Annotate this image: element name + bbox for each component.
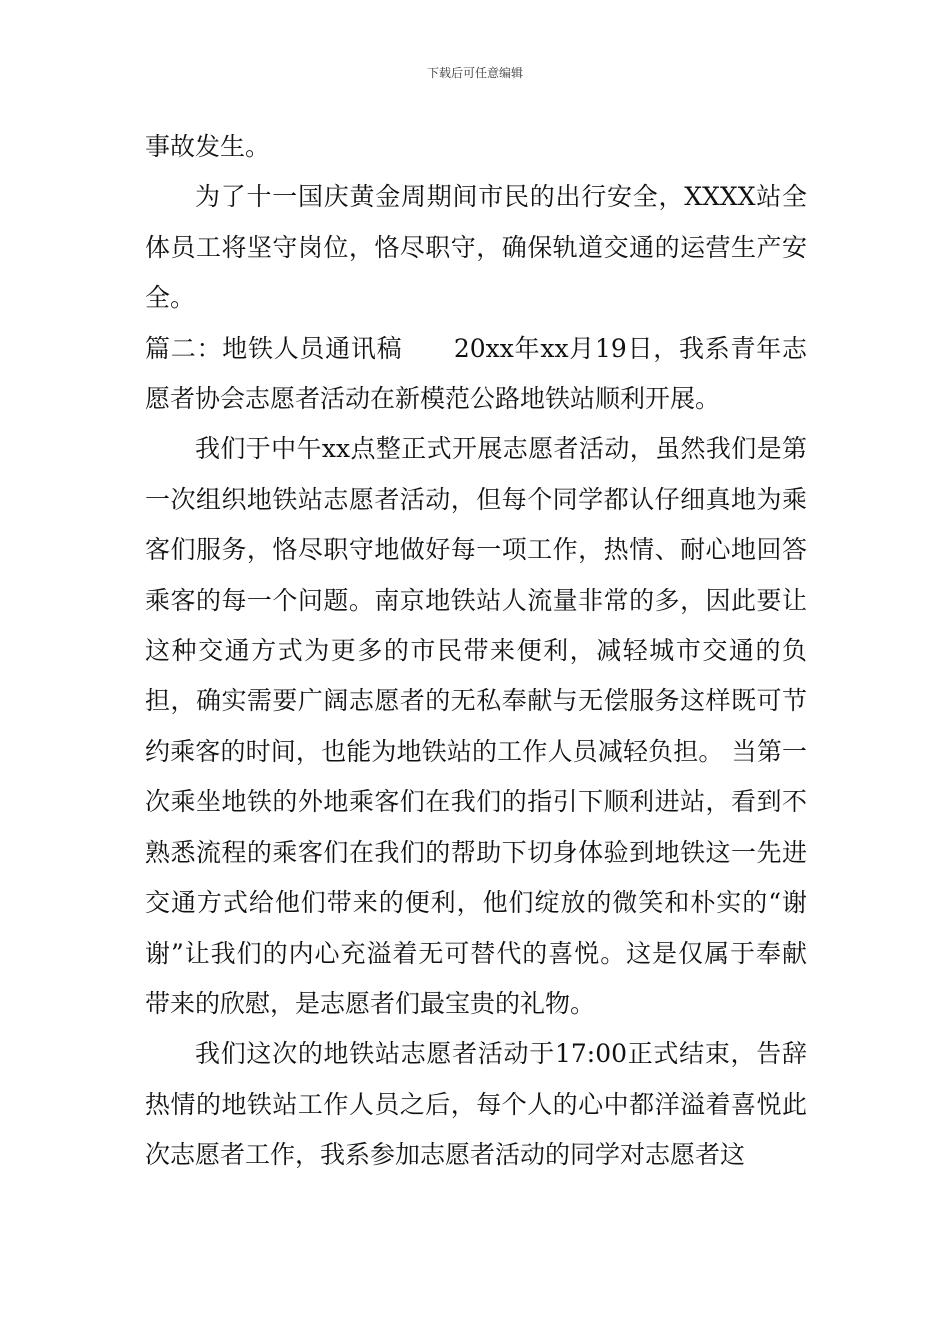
paragraph-4: 我们于中午xx点整正式开展志愿者活动，虽然我们是第一次组织地铁站志愿者活动，但每个同学都认仔细真地为乘客们服务，恪尽职守地做好每一项工作，热情、耐心地回答乘客的每一个问题。南京地铁站人流量非常的多，因此要让这种交通方式为更多的市民带来便利，减轻城市交通的负担，确实需要广阔志愿者的无私奉献与无偿服务这样既可节约乘客的时间，也能为地铁站的工作人员减轻负担。 当第一次乘坐地铁的外地乘客们在我们的指引下顺利进站，看到不熟悉流程的乘客们在我们的帮助下切身体验到地铁这一先进交通方式给他们带来的便利，他们绽放的微笑和朴实的“谢谢”让我们的内心充溢着无可替代的喜悦。这是仅属于奉献带来的欣慰，是志愿者们最宝贵的礼物。	[145, 434, 807, 1018]
paragraph-5: 我们这次的地铁站志愿者活动于17:00正式结束，告辞热情的地铁站工作人员之后，每个人的心中都洋溢着喜悦此次志愿者工作，我系参加志愿者活动的同学对志愿者这	[145, 1039, 807, 1170]
paragraph-3: 篇二：地铁人员通讯稿 20xx年xx月19日，我系青年志愿者协会志愿者活动在新模范公路地铁站顺利开展。	[145, 333, 807, 414]
paragraph-1: 事故发生。	[145, 132, 271, 161]
document-body	[145, 122, 807, 1181]
paragraph-2: 为了十一国庆黄金周期间市民的出行安全，XXXX站全体员工将坚守岗位，恪尽职守，确保轨道交通的运营生产安全。	[145, 182, 807, 313]
page-header: 下载后可任意编辑	[426, 66, 523, 80]
